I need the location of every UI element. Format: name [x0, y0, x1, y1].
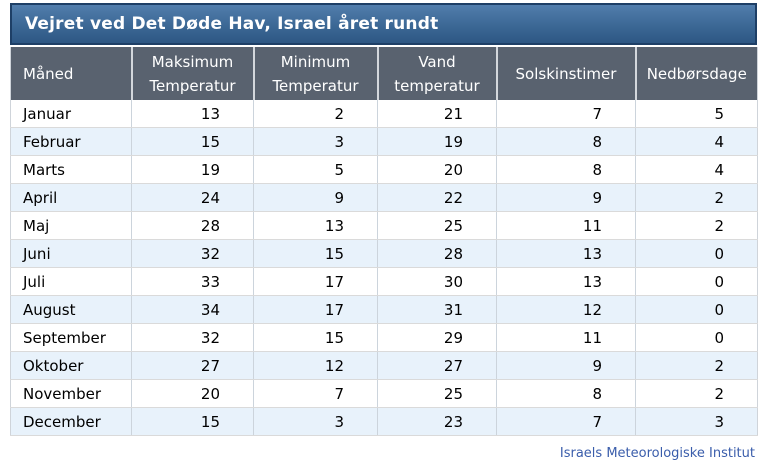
- month-cell: Marts: [11, 156, 132, 184]
- min-temp-cell: 3: [254, 408, 378, 436]
- table-row: [11, 408, 758, 436]
- month-cell: Februar: [11, 128, 132, 156]
- rain-days-cell: 2: [636, 380, 758, 408]
- water-temp-cell: 27: [378, 352, 497, 380]
- column-header-month: [11, 47, 132, 100]
- table-row: [11, 128, 758, 156]
- sunshine-cell: 8: [497, 380, 636, 408]
- month-cell: December: [11, 408, 132, 436]
- rain-days-cell: 0: [636, 240, 758, 268]
- water-temp-cell: 21: [378, 100, 497, 128]
- month-cell: Oktober: [11, 352, 132, 380]
- table-title-bar: [10, 3, 757, 45]
- min-temp-cell: 3: [254, 128, 378, 156]
- table-body: [11, 100, 758, 436]
- sunshine-cell: 11: [497, 212, 636, 240]
- month-cell: November: [11, 380, 132, 408]
- column-header-max-temp: [132, 47, 254, 100]
- climate-data-table: [10, 47, 758, 436]
- column-header-label: Solskinstimer: [515, 64, 617, 83]
- max-temp-cell: 20: [132, 380, 254, 408]
- max-temp-cell: 28: [132, 212, 254, 240]
- water-temp-cell: 20: [378, 156, 497, 184]
- water-temp-cell: 28: [378, 240, 497, 268]
- rain-days-cell: 4: [636, 156, 758, 184]
- sunshine-cell: 9: [497, 184, 636, 212]
- table-row: [11, 100, 758, 128]
- min-temp-cell: 15: [254, 240, 378, 268]
- rain-days-cell: 2: [636, 352, 758, 380]
- month-cell: Maj: [11, 212, 132, 240]
- table-row: [11, 184, 758, 212]
- table-title: Vejret ved Det Døde Hav, Israel året rundt: [25, 14, 439, 34]
- min-temp-cell: 5: [254, 156, 378, 184]
- sunshine-cell: 7: [497, 408, 636, 436]
- table-row: [11, 212, 758, 240]
- table-row: [11, 296, 758, 324]
- max-temp-cell: 13: [132, 100, 254, 128]
- rain-days-cell: 4: [636, 128, 758, 156]
- rain-days-cell: 3: [636, 408, 758, 436]
- water-temp-cell: 25: [378, 212, 497, 240]
- max-temp-cell: 33: [132, 268, 254, 296]
- table-row: [11, 268, 758, 296]
- column-header-label: Måned: [23, 64, 74, 83]
- source-link[interactable]: Israels Meteorologiske Institut: [559, 446, 755, 461]
- sunshine-cell: 12: [497, 296, 636, 324]
- table-row: [11, 324, 758, 352]
- max-temp-cell: 32: [132, 324, 254, 352]
- water-temp-cell: 19: [378, 128, 497, 156]
- month-cell: Juni: [11, 240, 132, 268]
- sunshine-cell: 11: [497, 324, 636, 352]
- min-temp-cell: 17: [254, 268, 378, 296]
- table-row: [11, 240, 758, 268]
- table-row: [11, 380, 758, 408]
- water-temp-cell: 22: [378, 184, 497, 212]
- min-temp-cell: 15: [254, 324, 378, 352]
- min-temp-cell: 2: [254, 100, 378, 128]
- water-temp-cell: 29: [378, 324, 497, 352]
- month-cell: September: [11, 324, 132, 352]
- sunshine-cell: 7: [497, 100, 636, 128]
- column-header-min-temp: [254, 47, 378, 100]
- water-temp-cell: 23: [378, 408, 497, 436]
- max-temp-cell: 19: [132, 156, 254, 184]
- table-header: [11, 47, 758, 100]
- water-temp-cell: 31: [378, 296, 497, 324]
- rain-days-cell: 2: [636, 184, 758, 212]
- column-header-label: Maksimum: [151, 52, 234, 71]
- sunshine-cell: 13: [497, 268, 636, 296]
- column-header-sunshine-hours: [497, 47, 636, 100]
- column-header-label: Vand: [418, 52, 456, 71]
- max-temp-cell: 34: [132, 296, 254, 324]
- column-header-label: Minimum: [280, 52, 351, 71]
- min-temp-cell: 17: [254, 296, 378, 324]
- rain-days-cell: 0: [636, 296, 758, 324]
- water-temp-cell: 30: [378, 268, 497, 296]
- max-temp-cell: 32: [132, 240, 254, 268]
- sunshine-cell: 13: [497, 240, 636, 268]
- month-cell: Januar: [11, 100, 132, 128]
- source-attribution: [560, 446, 755, 461]
- rain-days-cell: 2: [636, 212, 758, 240]
- max-temp-cell: 15: [132, 128, 254, 156]
- sunshine-cell: 8: [497, 156, 636, 184]
- month-cell: April: [11, 184, 132, 212]
- month-cell: August: [11, 296, 132, 324]
- column-header-label: Nedbørsdage: [646, 64, 747, 83]
- rain-days-cell: 5: [636, 100, 758, 128]
- max-temp-cell: 24: [132, 184, 254, 212]
- column-header-label: temperatur: [394, 76, 480, 95]
- rain-days-cell: 0: [636, 324, 758, 352]
- rain-days-cell: 0: [636, 268, 758, 296]
- column-header-water-temp: [378, 47, 497, 100]
- min-temp-cell: 12: [254, 352, 378, 380]
- column-header-label: Temperatur: [149, 76, 236, 95]
- column-header-label: Temperatur: [272, 76, 359, 95]
- min-temp-cell: 13: [254, 212, 378, 240]
- climate-table: [10, 3, 757, 436]
- min-temp-cell: 7: [254, 380, 378, 408]
- column-header-rain-days: [636, 47, 758, 100]
- table-row: [11, 156, 758, 184]
- water-temp-cell: 25: [378, 380, 497, 408]
- sunshine-cell: 9: [497, 352, 636, 380]
- sunshine-cell: 8: [497, 128, 636, 156]
- min-temp-cell: 9: [254, 184, 378, 212]
- month-cell: Juli: [11, 268, 132, 296]
- table-row: [11, 352, 758, 380]
- max-temp-cell: 27: [132, 352, 254, 380]
- max-temp-cell: 15: [132, 408, 254, 436]
